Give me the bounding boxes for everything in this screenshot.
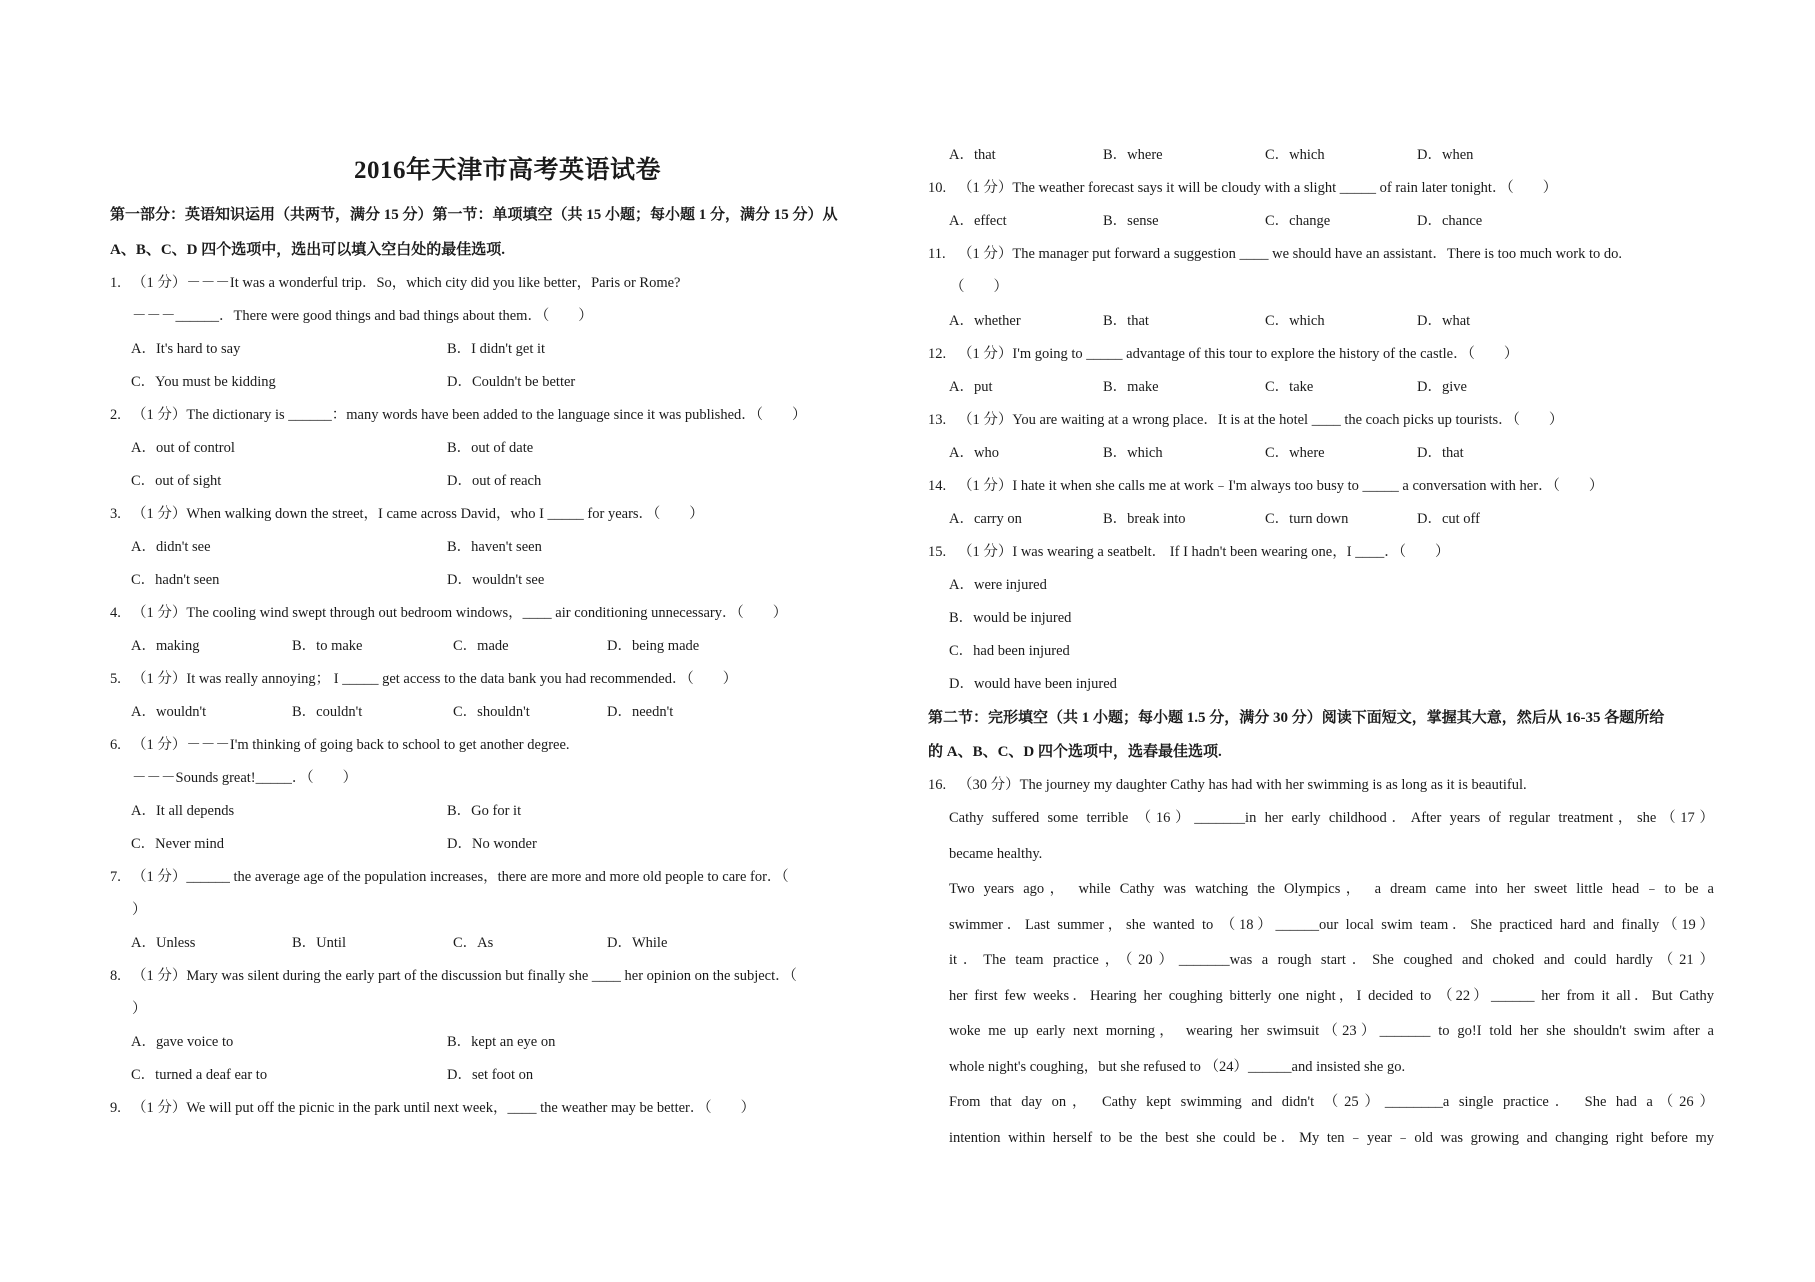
question-text: （1 分）Mary was silent during the early part of the discussion but finally she ____ her opinion on the subject．（ — [132, 968, 797, 984]
answer-option[interactable]: B．break into — [1103, 511, 1186, 527]
question-text: （1 分）－－－I'm thinking of going back to school to get another degree. — [132, 737, 570, 753]
answer-option[interactable]: C．had been injured — [949, 643, 1070, 659]
question-text: （1 分）You are waiting at a wrong place．It is at the hotel ____ the coach picks up tourists．（ ） — [958, 412, 1564, 428]
section-heading: A、B、C、D 四个选项中，选出可以填入空白处的最佳选项. — [110, 242, 506, 258]
answer-option[interactable]: C．Never mind — [131, 836, 225, 852]
question-stem — [110, 603, 787, 623]
answer-option[interactable]: D．set foot on — [447, 1067, 534, 1083]
answer-option[interactable]: D．would have been injured — [949, 676, 1117, 692]
answer-option[interactable]: B．where — [1103, 147, 1163, 163]
passage-line: swimmer．Last summer，she wanted to （18）______our local swim team．She practiced hard and finally（19） — [949, 916, 1714, 933]
question-number: 6. — [110, 737, 121, 753]
answer-option[interactable]: B．which — [1103, 445, 1163, 461]
question-number: 9. — [110, 1100, 121, 1116]
answer-option[interactable]: D．being made — [607, 638, 700, 654]
question-number: 13. — [928, 412, 947, 428]
question-text-continued: －－－______．There were good things and bad things about them．（ ） — [132, 308, 593, 324]
answer-option[interactable]: A．Unless — [131, 935, 196, 951]
answer-option[interactable]: C．take — [1265, 379, 1314, 395]
question-text: （1 分）－－－It was a wonderful trip．So，which city did you like better，Paris or Rome? — [132, 275, 681, 291]
question-number: 10. — [928, 180, 947, 196]
answer-option[interactable]: C．change — [1265, 213, 1331, 229]
question-number: 12. — [928, 346, 947, 362]
question-text: （1 分）When walking down the street，I came across David，who I _____ for years．（ ） — [132, 506, 704, 522]
question-number: 3. — [110, 506, 121, 522]
answer-option[interactable]: A．wouldn't — [131, 704, 207, 720]
question-number: 4. — [110, 605, 121, 621]
question-text: （30 分）The journey my daughter Cathy has had with her swimming is as long as it is beautiful. — [958, 777, 1527, 793]
question-number: 7. — [110, 869, 121, 885]
passage-intro — [928, 775, 1527, 795]
answer-option[interactable]: B．sense — [1103, 213, 1159, 229]
question-text: （1 分）The weather forecast says it will be cloudy with a slight _____ of rain later tonight．（ ） — [958, 180, 1558, 196]
question-text-continued: （ ） — [950, 279, 1008, 295]
answer-option[interactable]: D．what — [1417, 313, 1471, 329]
answer-option[interactable]: C．made — [453, 638, 509, 654]
question-number: 1. — [110, 275, 121, 291]
answer-option[interactable]: B．to make — [292, 638, 363, 654]
passage-line: woke me up early next morning， wearing her swimsuit（23）_______ to go!I told her she shouldn't swim after a — [949, 1023, 1714, 1039]
answer-option[interactable]: C．which — [1265, 313, 1325, 329]
answer-option[interactable]: A．were injured — [949, 577, 1047, 593]
answer-option[interactable]: D．give — [1417, 379, 1467, 395]
answer-option[interactable]: A．It all depends — [131, 803, 235, 819]
section-heading: 第一部分：英语知识运用（共两节，满分 15 分）第一节：单项填空（共 15 小题；每小题 1 分，满分 15 分）从 — [110, 207, 838, 223]
answer-option[interactable]: B．couldn't — [292, 704, 363, 720]
answer-option[interactable]: C．hadn't seen — [131, 572, 220, 588]
answer-option[interactable]: D．cut off — [1417, 511, 1480, 527]
answer-option[interactable]: B．Until — [292, 935, 346, 951]
answer-option[interactable]: A．out of control — [131, 440, 235, 456]
answer-option[interactable]: A．gave voice to — [131, 1034, 234, 1050]
answer-option[interactable]: A．whether — [949, 313, 1021, 329]
answer-option[interactable]: A．put — [949, 379, 993, 395]
answer-option[interactable]: D．out of reach — [447, 473, 542, 489]
answer-option[interactable]: C．turned a deaf ear to — [131, 1067, 268, 1083]
answer-option[interactable]: C．where — [1265, 445, 1325, 461]
question-stem — [928, 410, 1563, 430]
answer-option[interactable]: D．chance — [1417, 213, 1483, 229]
answer-option[interactable]: D．that — [1417, 445, 1464, 461]
passage-line: Two years ago， while Cathy was watching the Olympics， a dream came into her sweet little head﹣to be a — [949, 881, 1714, 897]
answer-option[interactable]: A．carry on — [949, 511, 1022, 527]
question-text: （1 分）We will put off the picnic in the park until next week，____ the weather may be better．（ ） — [132, 1100, 756, 1116]
answer-option[interactable]: D．While — [607, 935, 668, 951]
question-stem — [928, 542, 1449, 562]
question-number: 8. — [110, 968, 121, 984]
question-text: （1 分）The cooling wind swept through out bedroom windows，____ air conditioning unnecessary．（ ） — [132, 605, 788, 621]
question-stem — [110, 405, 807, 425]
question-number: 5. — [110, 671, 121, 687]
question-stem — [928, 476, 1603, 496]
question-text: （1 分）The dictionary is ______：many words have been added to the language since it was published．（ ） — [132, 407, 807, 423]
answer-option[interactable]: A．It's hard to say — [131, 341, 241, 357]
question-stem — [110, 1098, 755, 1118]
answer-option[interactable]: A．that — [949, 147, 996, 163]
answer-option[interactable]: B．out of date — [447, 440, 534, 456]
question-stem — [928, 178, 1557, 198]
question-stem — [110, 273, 681, 293]
question-text: （1 分）I hate it when she calls me at work﹣I'm always too busy to _____ a conversation with her．（ ） — [958, 478, 1604, 494]
question-number: 14. — [928, 478, 947, 494]
question-stem — [110, 966, 797, 986]
answer-option[interactable]: A．didn't see — [131, 539, 211, 555]
exam-title: 2016年天津市高考英语试卷 — [353, 157, 661, 184]
question-stem — [110, 867, 789, 887]
question-stem — [928, 244, 1622, 264]
question-number: 11. — [928, 246, 946, 262]
question-stem — [928, 344, 1518, 364]
answer-option[interactable]: B．haven't seen — [447, 539, 542, 555]
answer-option[interactable]: A．making — [131, 638, 200, 654]
question-stem — [110, 735, 570, 755]
answer-option[interactable]: B．make — [1103, 379, 1159, 395]
question-text-continued: ） — [132, 902, 147, 918]
question-text-continued: －－－Sounds great!_____．（ ） — [132, 770, 358, 786]
section-heading: 的 A、B、C、D 四个选项中，选春最佳选项. — [928, 744, 1222, 760]
answer-option[interactable]: B．would be injured — [949, 610, 1072, 626]
answer-option[interactable]: B．that — [1103, 313, 1149, 329]
question-number: 2. — [110, 407, 121, 423]
question-text: （1 分）It was really annoying； I _____ get access to the data bank you had recommended．（ ） — [132, 671, 738, 687]
answer-option[interactable]: A．effect — [949, 213, 1007, 229]
question-text: （1 分）______ the average age of the population increases，there are more and more old people to care for．（ — [132, 869, 789, 885]
question-number: 16. — [928, 777, 947, 793]
answer-option[interactable]: A．who — [949, 445, 999, 461]
answer-option[interactable]: C．As — [453, 935, 494, 951]
question-text: （1 分）I was wearing a seatbelt． If I hadn't been wearing one，I ____．（ ） — [958, 544, 1450, 560]
section-heading: 第二节：完形填空（共 1 小题；每小题 1.5 分，满分 30 分）阅读下面短文，掌握其大意，然后从 16-35 各题所给 — [928, 710, 1665, 726]
question-text-continued: ） — [132, 1001, 147, 1017]
answer-option[interactable]: C．out of sight — [131, 473, 222, 489]
passage-line: whole night's coughing，but she refused to （24）______and insisted she go. — [949, 1058, 1406, 1075]
passage-line: her first few weeks．Hearing her coughing bitterly one night，I decided to （22）______ her from it all．But Cathy — [949, 987, 1714, 1004]
question-stem — [110, 669, 737, 689]
question-text: （1 分）I'm going to _____ advantage of this tour to explore the history of the castle．（ ） — [958, 346, 1519, 362]
answer-option[interactable]: D．needn't — [607, 704, 674, 720]
answer-option[interactable]: D．wouldn't see — [447, 572, 545, 588]
answer-option[interactable]: D．Couldn't be better — [447, 374, 576, 390]
answer-option[interactable]: B．Go for it — [447, 803, 522, 819]
answer-option[interactable]: D．when — [1417, 147, 1474, 163]
answer-option[interactable]: C．shouldn't — [453, 704, 530, 720]
answer-option[interactable]: C．turn down — [1265, 511, 1349, 527]
passage-line: became healthy. — [949, 845, 1043, 862]
question-text: （1 分）The manager put forward a suggestion ____ we should have an assistant．There is too much work to do. — [958, 246, 1623, 262]
answer-option[interactable]: D．No wonder — [447, 836, 537, 852]
answer-option[interactable]: B．I didn't get it — [447, 341, 546, 357]
answer-option[interactable]: C．which — [1265, 147, 1325, 163]
answer-option[interactable]: C．You must be kidding — [131, 374, 276, 390]
question-number: 15. — [928, 544, 947, 560]
passage-line: Cathy suffered some terrible （16）_______in her early childhood．After years of regular treatment，she（17） — [949, 810, 1714, 826]
question-stem — [110, 504, 704, 524]
passage-line: From that day on， Cathy kept swimming and didn't （25）________a single practice． She had a（26） — [949, 1094, 1714, 1110]
answer-option[interactable]: B．kept an eye on — [447, 1034, 556, 1050]
passage-line: it．The team practice，（20）_______was a rough start．She coughed and choked and could hardly（21） — [949, 952, 1714, 968]
passage-line: intention within herself to be the best she could be．My ten﹣year﹣old was growing and changing right before my — [949, 1129, 1714, 1146]
